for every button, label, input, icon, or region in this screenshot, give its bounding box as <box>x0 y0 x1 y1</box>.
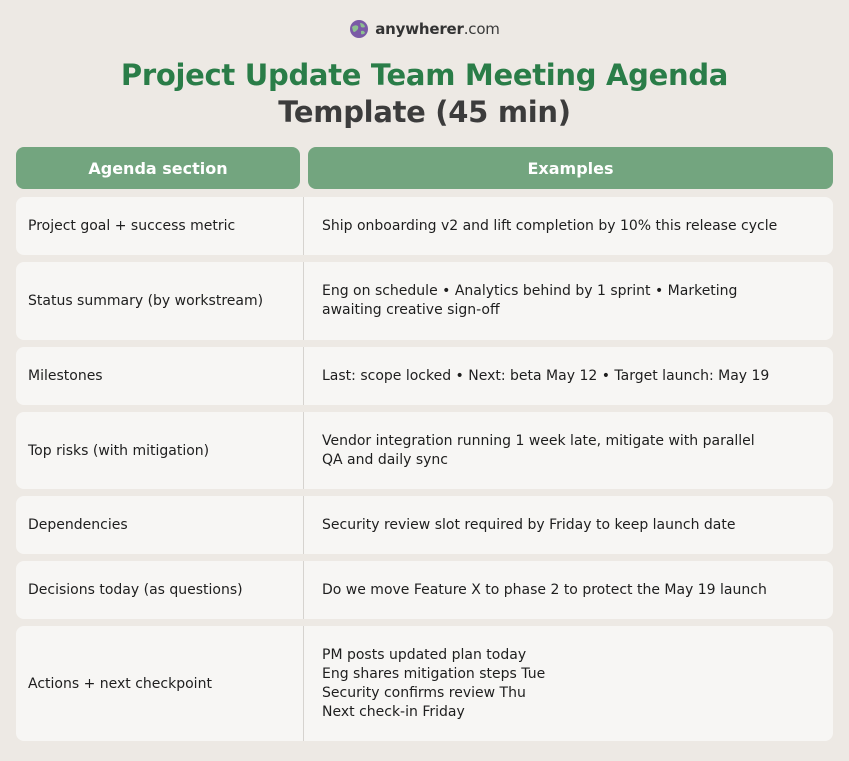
globe-pin-icon <box>349 19 369 39</box>
example-cell <box>304 626 833 741</box>
example-line: Eng on schedule • Analytics behind by 1 sprint • Marketing <box>322 283 738 299</box>
section-cell: Dependencies <box>16 496 304 554</box>
table-row <box>16 197 833 255</box>
example-line: Next check-in Friday <box>322 703 465 720</box>
table-row <box>16 262 833 340</box>
table-row <box>16 561 833 619</box>
section-cell: Decisions today (as questions) <box>16 561 304 619</box>
section-cell: Actions + next checkpoint <box>16 626 304 741</box>
table-row <box>16 412 833 489</box>
column-header-examples: Examples <box>308 147 833 189</box>
table-row <box>16 626 833 741</box>
example-line: Security review slot required by Friday to keep launch date <box>322 516 736 533</box>
example-line: Last: scope locked • Next: beta May 12 • Target launch: May 19 <box>322 367 770 384</box>
section-cell: Project goal + success metric <box>16 197 304 255</box>
example-cell <box>304 561 833 619</box>
example-line: QA and daily sync <box>322 451 448 468</box>
example-cell <box>304 496 833 554</box>
example-cell <box>304 347 833 405</box>
example-line: awaiting creative sign-off <box>322 302 500 318</box>
page-subtitle: Template (45 min) <box>278 95 571 129</box>
example-cell <box>304 197 833 255</box>
example-line: Ship onboarding v2 and lift completion by 10% this release cycle <box>322 217 778 234</box>
example-line: Vendor integration running 1 week late, mitigate with parallel <box>322 432 755 449</box>
brand-name: anywherer.com <box>375 20 500 38</box>
table-row <box>16 496 833 554</box>
example-cell <box>304 412 833 489</box>
example-line: Do we move Feature X to phase 2 to protect the May 19 launch <box>322 581 767 598</box>
table-row <box>16 347 833 405</box>
brand <box>0 19 849 39</box>
example-cell <box>304 262 833 340</box>
section-cell: Milestones <box>16 347 304 405</box>
section-cell: Status summary (by workstream) <box>16 262 304 340</box>
example-line: Security confirms review Thu <box>322 684 526 701</box>
example-line: PM posts updated plan today <box>322 646 527 663</box>
column-header-agenda-section: Agenda section <box>16 147 300 189</box>
page-title: Project Update Team Meeting Agenda <box>120 58 729 92</box>
section-cell: Top risks (with mitigation) <box>16 412 304 489</box>
example-line: Eng shares mitigation steps Tue <box>322 665 546 682</box>
